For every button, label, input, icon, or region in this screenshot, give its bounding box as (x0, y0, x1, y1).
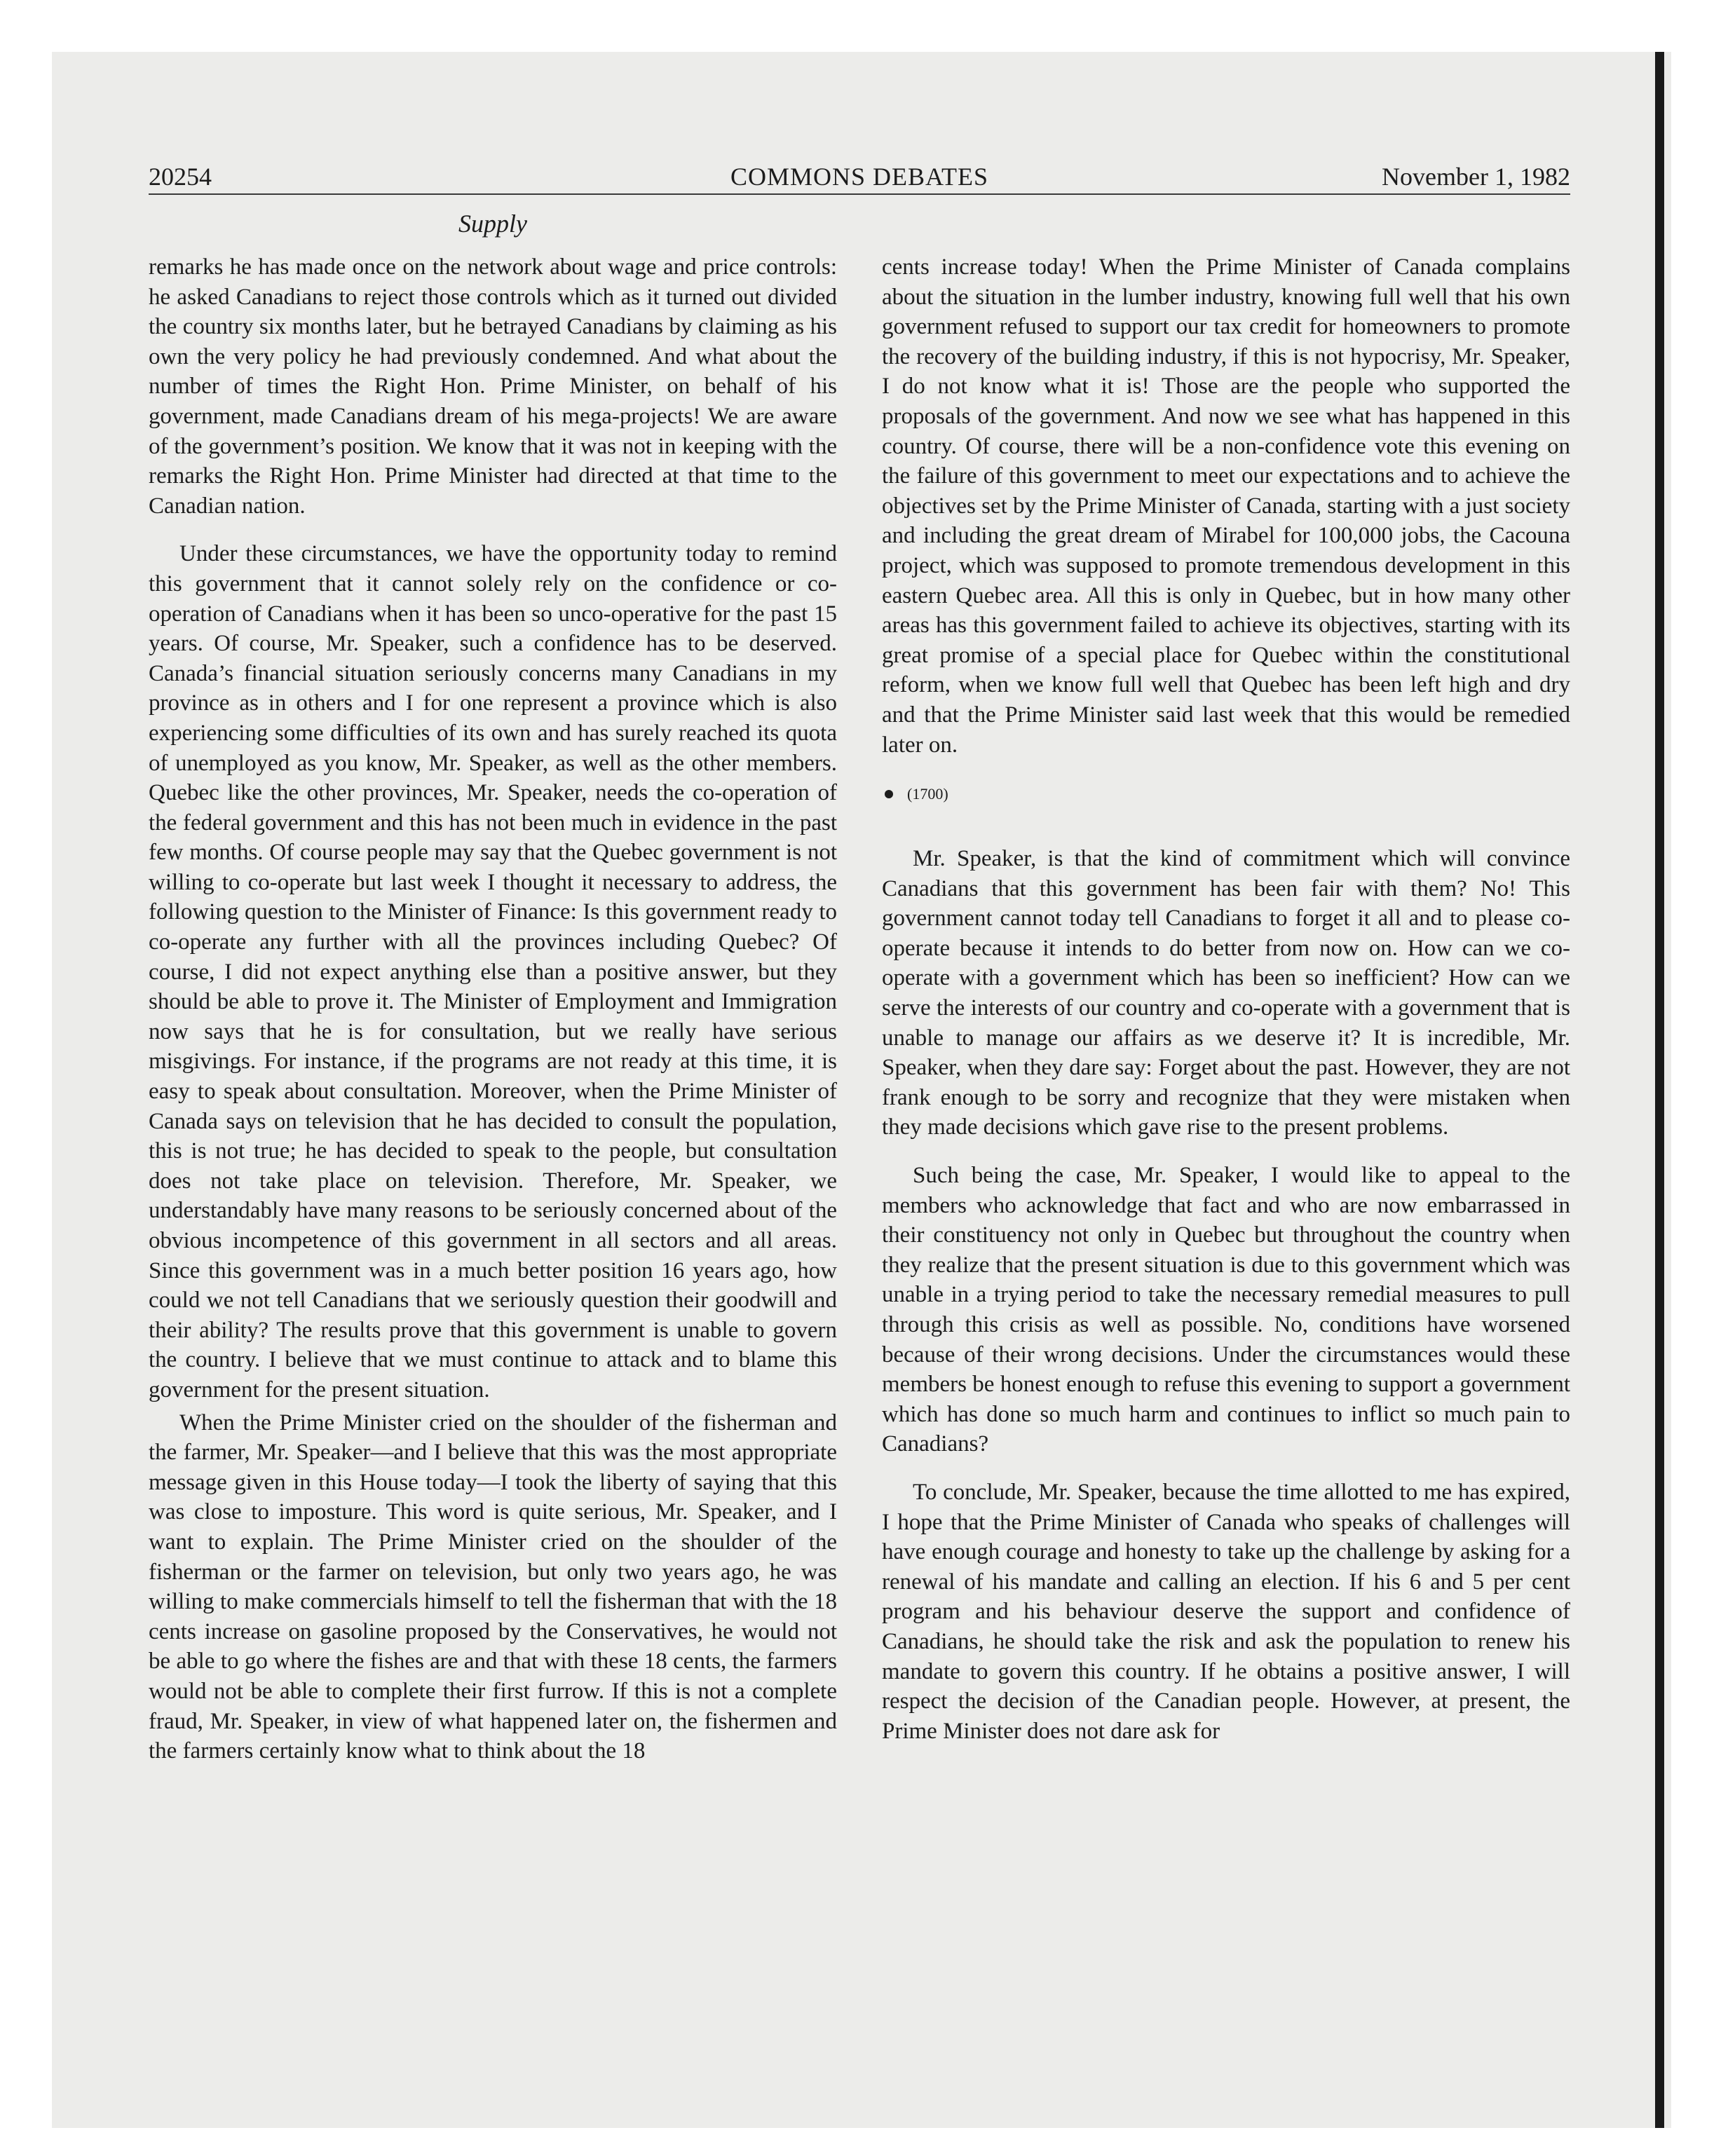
journal-title: COMMONS DEBATES (730, 163, 989, 191)
scan-edge-shadow (1655, 52, 1664, 2128)
left-column (149, 252, 837, 1766)
paragraph: remarks he has made once on the network about wage and price controls: he asked Canadians to reject those controls which as it turned out divided the country six months later, but he betrayed Canadians by claiming as his own the very policy he had previously condemned. And what about the number of times the Right Hon. Prime Minister, on behalf of his government, made Canadians dream of his mega-projects! We are aware of the government’s position. We know that it was not in keeping with the remarks the Right Hon. Prime Minister had directed at that time to the Canadian nation. (149, 254, 837, 519)
paragraph: To conclude, Mr. Speaker, because the time allotted to me has expired, I hope that the Prime Minister of Canada who speaks of challenges will have enough courage and honesty to take up the challenge by asking for a renewal of his mandate and calling an election. If his 6 and 5 per cent program and his behaviour deserve the support and confidence of Canadians, he should take the risk and ask the population to renew his mandate to govern this country. If he obtains a positive answer, I will respect the decision of the Canadian people. However, at present, the Prime Minister does not dare ask for (882, 1479, 1570, 1744)
paragraph: Under these circumstances, we have the opportunity today to remind this government that it cannot solely rely on the confidence or co-operation of Canadians when it has been so unco-operative for the past 15 years. Of course, Mr. Speaker, such a confidence has to be deserved. Canada’s financial situation seriously concerns many Canadians in my province as in others and I for one represent a province which is also experiencing some difficulties of its own and has surely reached its quota of unemployed as you know, Mr. Speaker, as well as the other members. Quebec like the other provinces, Mr. Speaker, needs the co-operation of the federal government and this has not been much in evidence in the past few months. Of course people may say that the Quebec government is not willing to co-operate but last week I thought it necessary to address, the following question to the Minister of Finance: Is this government ready to co-operate any further with all the provinces including Quebec? Of course, I did not expect anything else than a positive answer, but they should be able to prove it. The Minister of Employment and Immigration now says that he is for consultation, but we really have serious misgivings. For instance, if the programs are not ready at this time, it is easy to speak about consultation. Moreover, when the Prime Minister of Canada says on television that he has decided to consult the population, this is not true; he has decided to speak to the people, but consultation does not take place on television. Therefore, Mr. Speaker, we understandably have many reasons to be seriously concerned about of the obvious incompetence of this government in all sectors and all areas. Since this government was in a much better position 16 years ago, how could we not tell Canadians that we seriously question their goodwill and their ability? The results prove that this government is unable to govern the country. I believe that we must continue to attack and to blame this government for the present situation. (149, 541, 837, 1403)
section-heading: Supply (458, 210, 527, 238)
page-header (149, 158, 1570, 195)
time-marker-label: (1700) (907, 785, 948, 803)
bullet-icon (885, 790, 893, 798)
header-rule (149, 193, 1570, 195)
issue-date: November 1, 1982 (1382, 163, 1570, 191)
paragraph: Such being the case, Mr. Speaker, I would like to appeal to the members who acknowledge that fact and who are now embarrassed in their constituency not only in Quebec but throughout the country when they realize that the present situation is due to this government which was unable in a trying period to take the necessary remedial measures to pull through this crisis as well as possible. No, conditions have worsened because of their wrong decisions. Under the circumstances would these members be honest enough to refuse this evening to support a government which has done so much harm and continues to inflict so much pain to Canadians? (882, 1163, 1570, 1457)
right-column (882, 252, 1570, 1746)
paragraph: Mr. Speaker, is that the kind of commitment which will convince Canadians that this government has been fair with them? No! This government cannot today tell Canadians to forget it all and to please co-operate because it intends to do better from now on. How can we co-operate with a government which has been so inefficient? How can we serve the interests of our country and co-operate with a government that is unable to manage our affairs as we deserve it? It is incredible, Mr. Speaker, when they dare say: Forget about the past. However, they are not frank enough to be sorry and recognize that they were mistaken when they made decisions which gave rise to the present problems. (882, 846, 1570, 1140)
page-number: 20254 (149, 163, 212, 191)
paragraph: When the Prime Minister cried on the shoulder of the fisherman and the farmer, Mr. Speaker—and I believe that this was the most appropriate message given in this House today—I took the liberty of saying that this was close to imposture. This word is quite serious, Mr. Speaker, and I want to explain. The Prime Minister cried on the shoulder of the fisherman or the farmer on television, but only two years ago, he was willing to make commercials himself to tell the fisherman that with the 18 cents increase on gasoline proposed by the Conservatives, he would not be able to go where the fishes are and that with these 18 cents, the farmers would not be able to complete their first furrow. If this is not a complete fraud, Mr. Speaker, in view of what happened later on, the fishermen and the farmers certainly know what to think about the 18 (149, 1410, 837, 1764)
paragraph: cents increase today! When the Prime Minister of Canada complains about the situation in the lumber industry, knowing full well that his own government refused to support our tax credit for homeowners to promote the recovery of the building industry, if this is not hypocrisy, Mr. Speaker, I do not know what it is! Those are the people who supported the proposals of the government. And now we see what has happened in this country. Of course, there will be a non-confidence vote this evening on the failure of this government to meet our expectations and to achieve the objectives set by the Prime Minister of Canada, starting with a just society and including the great dream of Mirabel for 100,000 jobs, the Cacouna project, which was supposed to promote tremendous development in this eastern Quebec area. All this is only in Quebec, but in how many other areas has this government failed to achieve its objectives, starting with its great promise of a special place for Quebec within the constitutional reform, when we know full well that Quebec has been left high and dry and that the Prime Minister said last week that this would be remedied later on. (882, 254, 1570, 758)
time-marker (882, 784, 1570, 805)
